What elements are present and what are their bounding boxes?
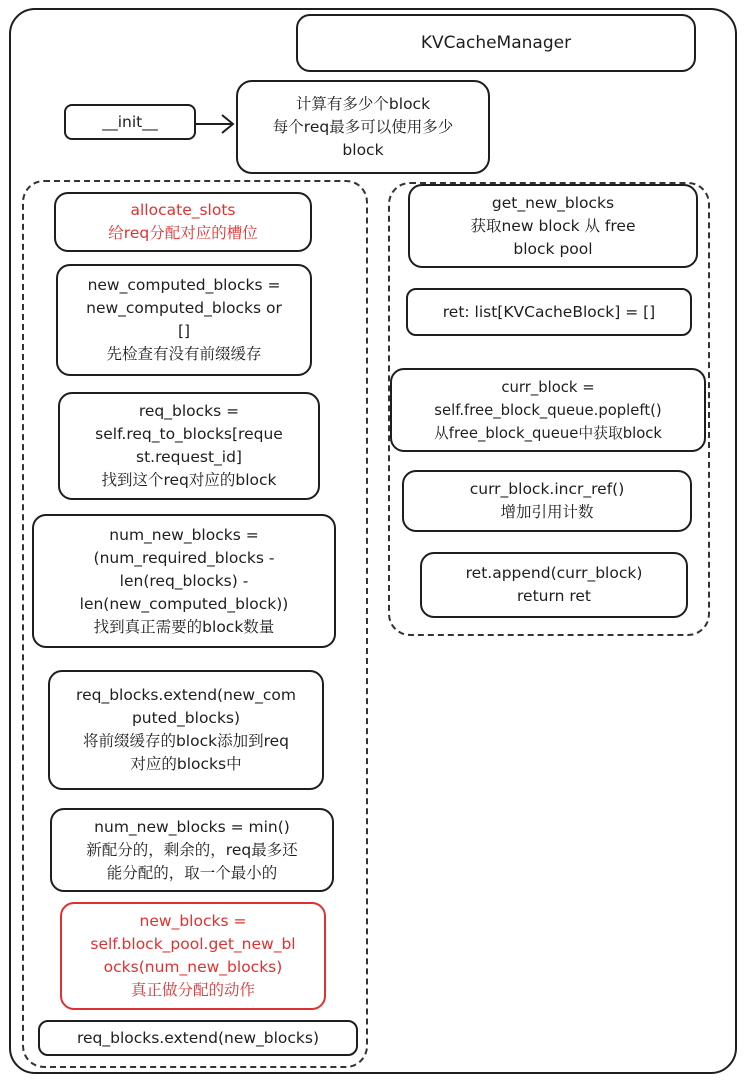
get-new-blocks-box xyxy=(408,184,698,268)
curr-block-box xyxy=(390,368,706,452)
get-new-blocks-line-2: 获取new block 从 free xyxy=(470,216,636,235)
init-desc-box xyxy=(236,80,490,174)
incr-ref-line-1: curr_block.incr_ref() xyxy=(469,480,625,498)
min-blocks-line-1: num_new_blocks = min() xyxy=(94,817,290,836)
ret-list-line-1: ret: list[KVCacheBlock] = [] xyxy=(442,302,656,321)
init-box xyxy=(64,104,196,140)
extend-new-box xyxy=(38,1020,358,1056)
new-blocks-line-4: 真正做分配的动作 xyxy=(130,981,255,999)
new-blocks-box xyxy=(60,902,326,1010)
num-new-blocks-line-1: num_new_blocks = xyxy=(109,525,259,544)
curr-block-line-2: self.free_block_queue.popleft() xyxy=(434,401,662,419)
req-blocks-line-3: st.request_id] xyxy=(136,448,242,466)
init-desc-line-3: block xyxy=(342,140,384,159)
init-desc-line-1: 计算有多少个block xyxy=(295,94,431,113)
req-blocks-line-1: req_blocks = xyxy=(138,402,240,420)
extend-computed-box xyxy=(48,670,324,790)
req-blocks-box xyxy=(58,392,320,500)
min-blocks-line-3: 能分配的，取一个最小的 xyxy=(106,863,278,882)
incr-ref-line-2: 增加引用计数 xyxy=(500,503,594,521)
init-desc-line-2: 每个req最多可以使用多少 xyxy=(272,117,454,136)
allocate-slots-box xyxy=(54,192,312,252)
append-line-2: return ret xyxy=(517,587,591,605)
curr-block-line-3: 从free_block_queue中获取block xyxy=(433,424,663,442)
min-blocks-line-2: 新配分的，剩余的，req最多还 xyxy=(86,840,298,859)
num-new-blocks-line-4: len(new_computed_block)) xyxy=(79,594,289,613)
get-new-blocks-line-3: block pool xyxy=(513,239,593,258)
extend-computed-line-3: 将前缀缓存的block添加到req xyxy=(82,732,290,750)
new-blocks-line-1: new_blocks = xyxy=(139,912,247,930)
extend-computed-line-2: puted_blocks) xyxy=(131,709,241,727)
incr-ref-box xyxy=(402,470,692,532)
extend-new-line-1: req_blocks.extend(new_blocks) xyxy=(76,1028,320,1047)
num-new-blocks-box xyxy=(32,514,336,648)
new-computed-line-3: [] xyxy=(177,322,191,340)
req-blocks-line-4: 找到这个req对应的block xyxy=(101,471,277,489)
append-box xyxy=(420,552,688,618)
extend-computed-line-1: req_blocks.extend(new_com xyxy=(76,686,296,704)
new-computed-line-1: new_computed_blocks = xyxy=(87,276,281,294)
num-new-blocks-line-3: len(req_blocks) - xyxy=(119,571,249,590)
min-blocks-box xyxy=(50,808,334,892)
get-new-blocks-line-1: get_new_blocks xyxy=(491,193,615,212)
ret-list-box xyxy=(406,288,692,336)
arrow-icon xyxy=(192,110,238,138)
new-computed-line-2: new_computed_blocks or xyxy=(86,299,282,317)
new-blocks-line-3: ocks(num_new_blocks) xyxy=(103,958,283,976)
kvcachemanager-title-box xyxy=(296,14,696,72)
num-new-blocks-line-2: (num_required_blocks - xyxy=(93,548,275,567)
append-line-1: ret.append(curr_block) xyxy=(465,564,643,582)
curr-block-line-1: curr_block = xyxy=(501,378,595,396)
req-blocks-line-2: self.req_to_blocks[reque xyxy=(95,425,283,443)
extend-computed-line-4: 对应的blocks中 xyxy=(130,755,242,773)
new-blocks-line-2: self.block_pool.get_new_bl xyxy=(90,935,296,953)
new-computed-line-4: 先检查有没有前缀缓存 xyxy=(106,345,262,363)
new-computed-box xyxy=(56,264,312,376)
kvcachemanager-title: KVCacheManager xyxy=(420,32,572,53)
allocate-slots-line-2: 给req分配对应的槽位 xyxy=(108,224,258,242)
allocate-slots-line-1: allocate_slots xyxy=(130,201,236,219)
num-new-blocks-line-5: 找到真正需要的block数量 xyxy=(93,617,275,636)
init-label: __init__ xyxy=(102,112,158,131)
